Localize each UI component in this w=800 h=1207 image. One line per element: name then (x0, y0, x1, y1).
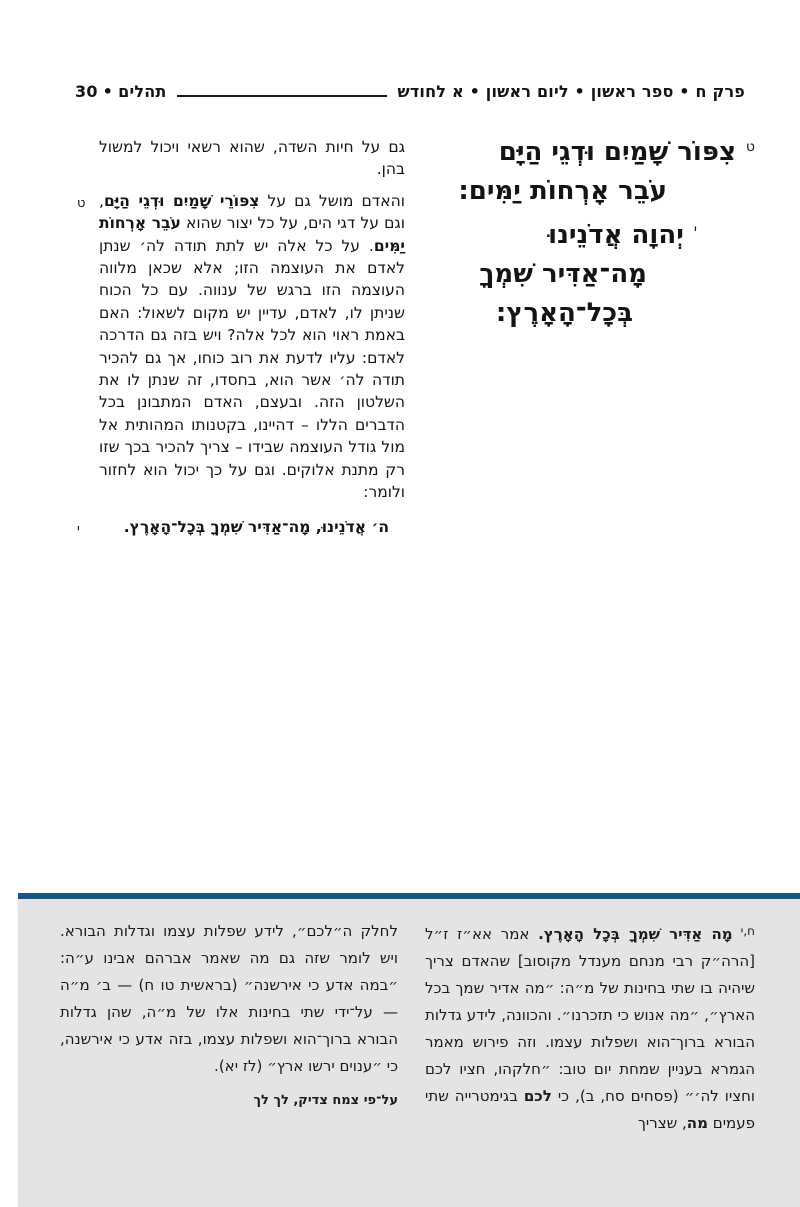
footnote-text: בגימטרייה שתי פעמים (425, 1087, 755, 1132)
commentary-text: , וגם על דגי הים, על כל יצור שהוא (99, 191, 405, 233)
verse-line (435, 294, 755, 333)
commentary-paragraph-verse9 (75, 190, 405, 504)
header-divider-line (177, 95, 388, 97)
verse-line (435, 172, 755, 211)
commentary-quoted-verse-words: צִפּוֹרֵי שָׁמַיִם וּדְגֵי הַיָּם (103, 191, 260, 210)
footnote-right-column (425, 918, 755, 1137)
footnote-bold-word: מה (686, 1114, 708, 1132)
footnote-verse-reference: ח,י (740, 924, 755, 938)
header-book-page (75, 82, 167, 101)
commentary-text: . על כל אלה יש לתת תודה לה׳ שנתן לאדם את העוצמה הזו; אלא שכאן מלווה העוצמה הזו ברגש של ענווה. עם כל הכוח שניתן לו, לאדם, עדיין יש מקום לשאול: האם באמת ראוי הוא לכל אלה? ויש בזה גם הדרכה לאדם: עליו לדעת את רוב כוחו, אך גם להכיר תודה לה׳ אשר הוא, בחסדו, זה שנתן לו את השלטון הזה. ובעצם, האדם המתבונן בכל הדברים הללו – דהיינו, בקטנותו המהותית אל מול גודל העוצמה שבידו – צריך להכיר בכך שזו רק מתנת אלוקים. וגם על כך יכול הוא לחזור ולומר: (99, 236, 405, 502)
verse-line (435, 211, 755, 255)
commentary-text: והאדם מושל גם על (259, 191, 405, 210)
commentary-text: גם על חיות השדה, שהוא רשאי ויכול למשול בהן. (99, 138, 405, 179)
commentary-paragraph-verse10 (75, 516, 405, 538)
header-chapter-info: פרק ח • ספר ראשון • ליום ראשון • א לחודש (397, 82, 745, 101)
verse-text: מָה־אַדִּיר שִׁמְךָ (479, 259, 647, 289)
footnote-box (18, 899, 800, 1207)
commentary-paragraph-intro (75, 136, 405, 181)
verse-text: צִפּוֹר שָׁמַיִם וּדְגֵי הַיָּם (498, 137, 736, 167)
verse-text: בְּכָל־הָאָרֶץ: (495, 298, 633, 328)
header-bullet: • (102, 82, 114, 101)
footnote-lead-quote: מָה אַדִּיר שִׁמְךָ בְּכָל הָאָרֶץ. (538, 925, 733, 943)
footnote-text: אמר אא״ז ז״ל [הרה״ק רבי מנחם מענדל מקוסוב] שהאדם צריך שיהיה בו שתי בחינות של מ״ה: ״מה אדיר שמך בכל הארץ״, ״מה אנוש כי תזכרנו״. והכוונה, לידע גדלות הבורא ברוך־הוא ושפלות עצמו. וזה פירוש מאמר הגמרא בעניין שמחת יום טוב: ״חלקהו, חציו לכם וחציו לה׳״ (פסחים סח, ב), כי (425, 925, 755, 1105)
psalm-verse-block (435, 128, 755, 333)
footnote-attribution: על־פי צמח צדיק, לך לך (253, 1093, 398, 1108)
verse-text: יְהוָה אֲדֹנֵינוּ (548, 220, 684, 250)
verse-number-tet: ט (745, 139, 755, 155)
commentary-column (75, 136, 405, 547)
header-book-title: תהלים (118, 82, 167, 101)
footnote-left-column (60, 918, 398, 1114)
footnote-text: , שצריך (637, 1114, 687, 1132)
verse-text: עֹבֵר אָרְחוֹת יַמִּים: (458, 176, 667, 206)
verse-number-yud: י (693, 222, 697, 238)
commentary-verse-marker-yud: י (77, 521, 80, 537)
verse-line (435, 128, 755, 172)
header-page-number: 30 (75, 82, 98, 101)
footnote-text: לחלק ה״לכם״, לידע שפלות עצמו וגדלות הבורא. ויש לומר שזה גם מה שאמר אברהם אבינו ע״ה: ״במה אדע כי אירשנה״ (בראשית טו ח) — ב׳ מ״ה — על־ידי שתי בחינות אלו של מ״ה, שהן גדלות הבורא ברוך־הוא ושפלות עצמו, בזה אדע כי אירשנה, כי ״ענוים ירשו ארץ״ (לז יא). (60, 922, 398, 1075)
commentary-quoted-verse-words: עֹבֵר אָרְחוֹת יַמִּים (99, 214, 405, 255)
page-header (75, 82, 745, 101)
footnote-bold-word: לכם (523, 1087, 552, 1105)
commentary-verse-marker-tet: ט (77, 195, 86, 211)
commentary-verse10-text: ה׳ אֲדֹנֵינוּ, מָה־אַדִּיר שִׁמְךָ בְּכָל־הָאָרֶץ. (123, 517, 389, 536)
verse-line (435, 255, 755, 294)
